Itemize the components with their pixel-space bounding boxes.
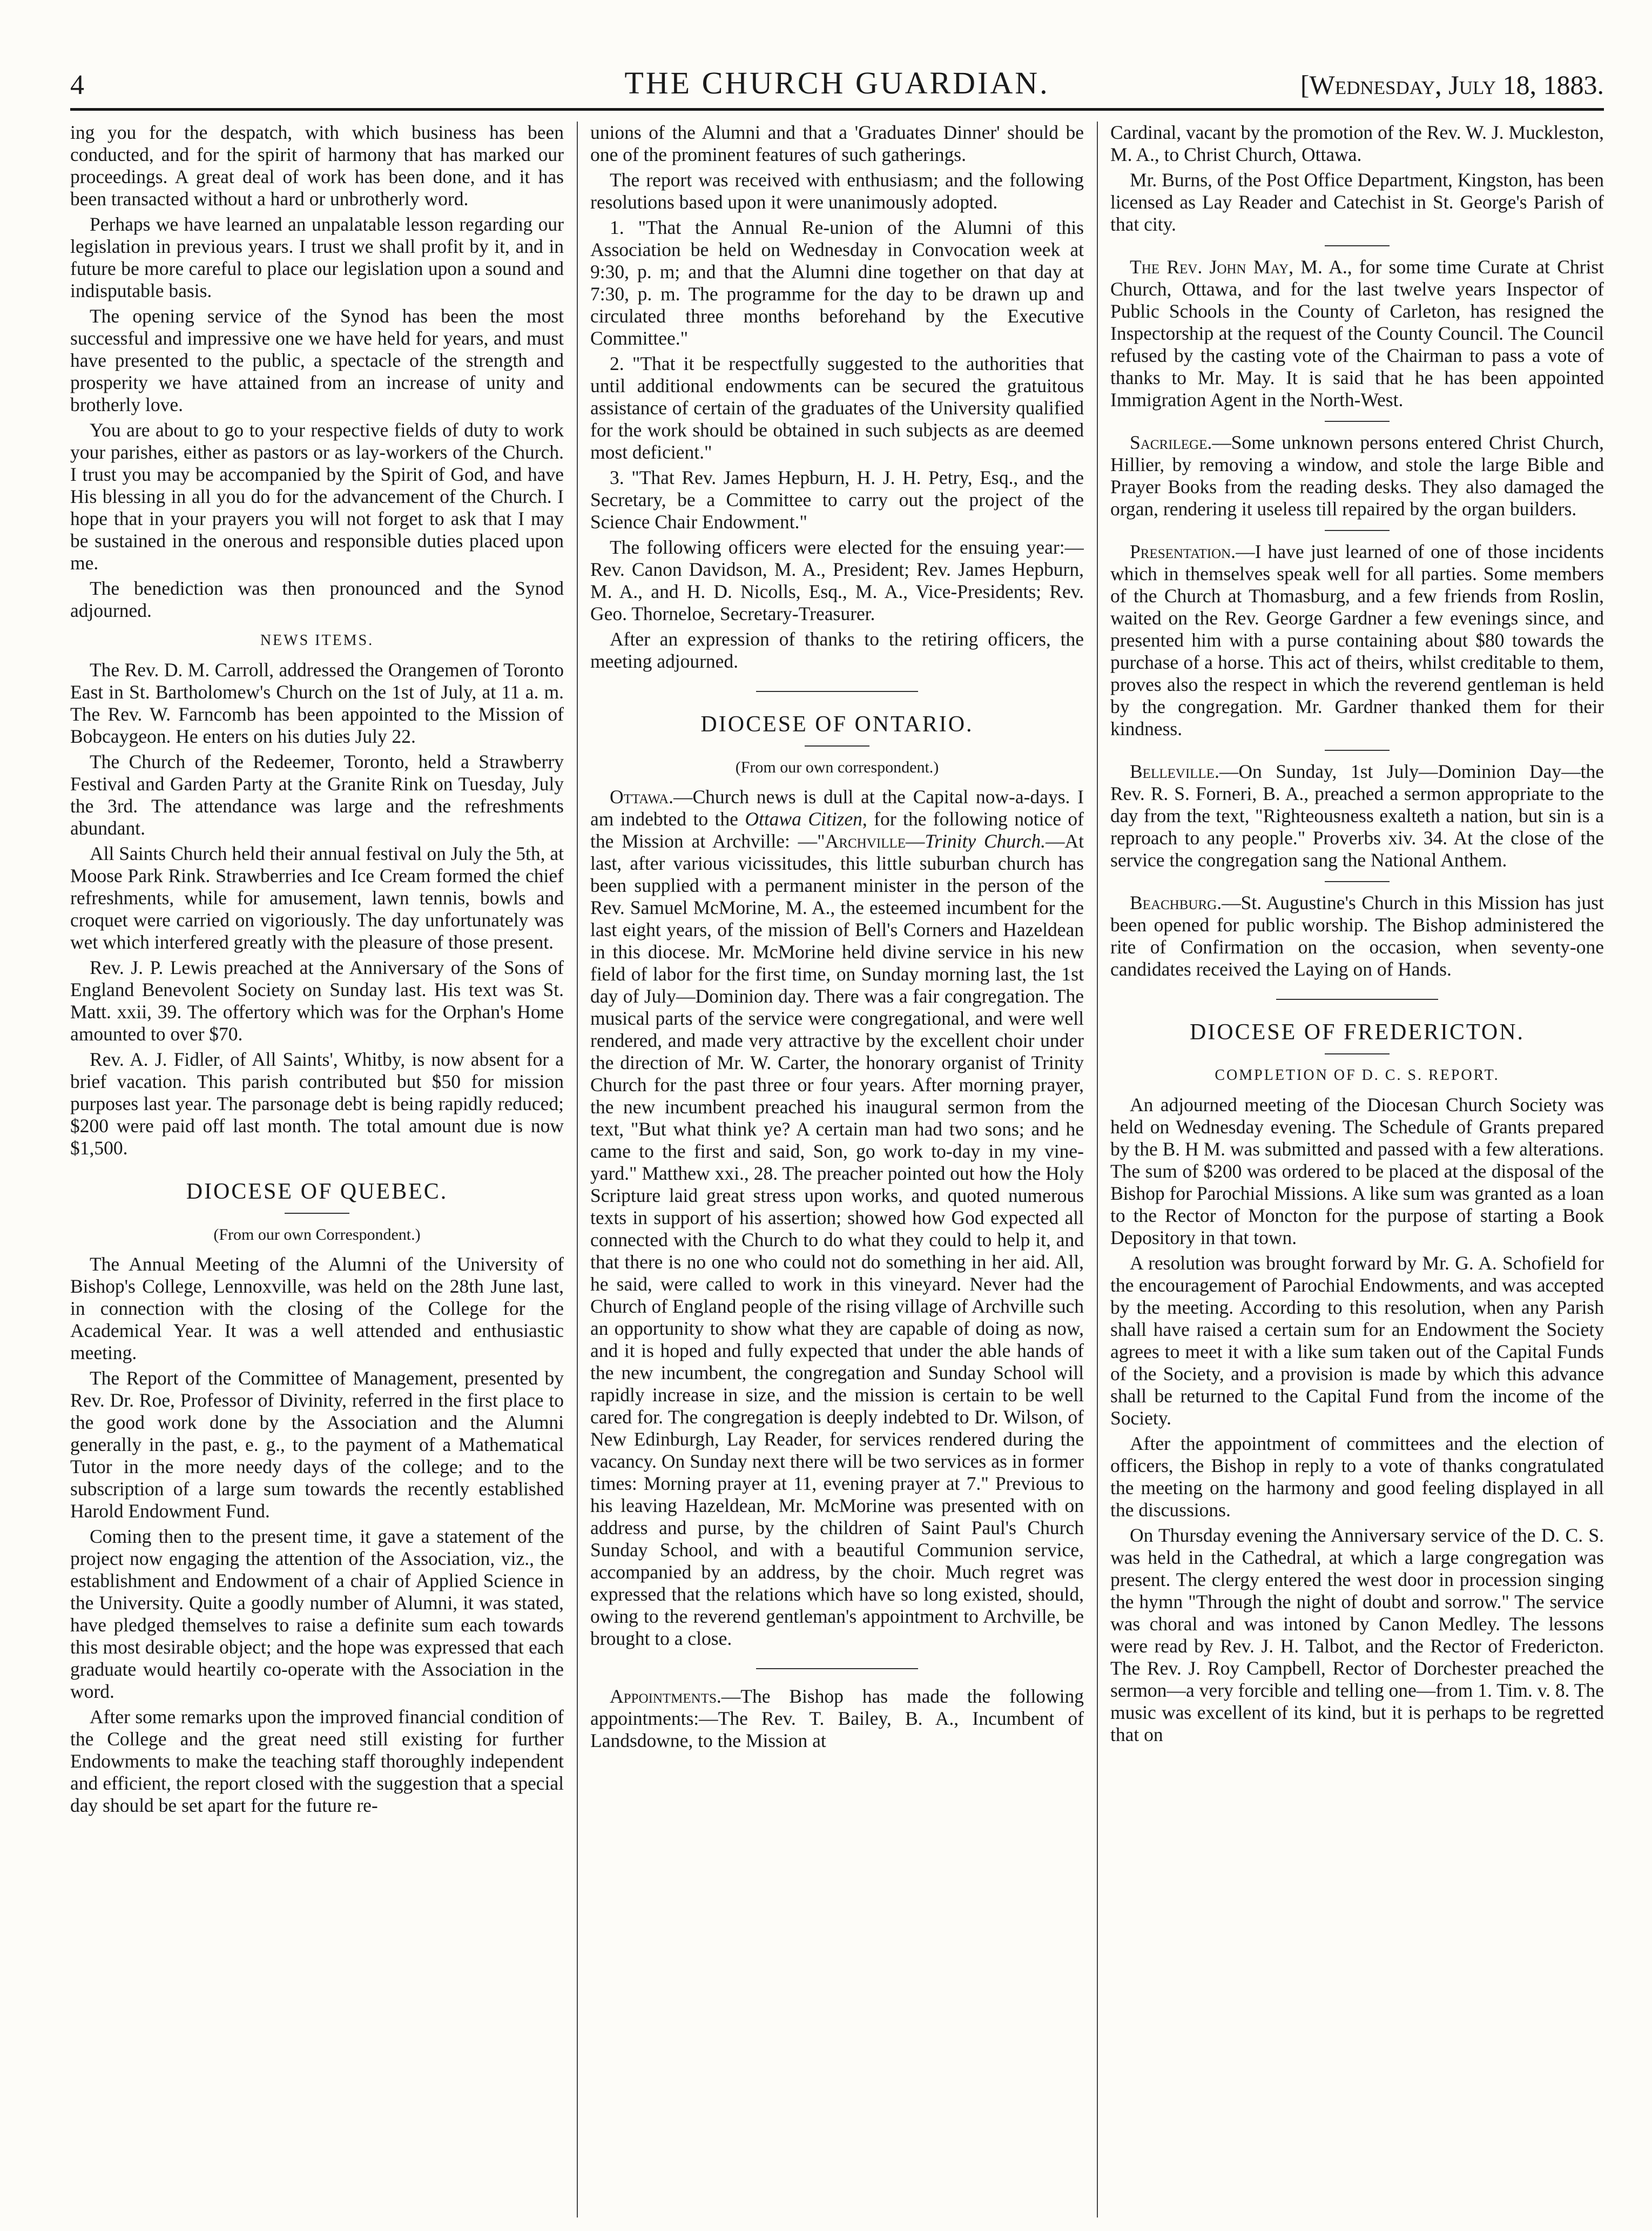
item-lead: Belleville. (1130, 761, 1219, 782)
paragraph (1110, 541, 1604, 740)
column-2 (590, 122, 1084, 2217)
church-name: Trinity Church. (925, 830, 1046, 852)
section-subheading: COMPLETION OF D. C. S. REPORT. (1215, 1067, 1500, 1084)
page-header (70, 65, 1604, 108)
item-lead: Appointments. (610, 1685, 722, 1707)
text-run: — (905, 830, 925, 852)
paragraph: The Church of the Redeemer, Toronto, held a Strawberry Festival and Garden Party at the Granite Rink on Tuesday, July the 3rd. The attendance was large and the refreshments abundant. (70, 751, 564, 839)
column-rule (577, 122, 578, 2217)
paragraph: Cardinal, vacant by the promotion of the Rev. W. J. Muckleston, M. A., to Christ Church, Ottawa. (1110, 122, 1604, 165)
item-rule (1325, 245, 1390, 246)
paragraph (1110, 761, 1604, 871)
item-rule (1325, 881, 1390, 882)
paragraph (1110, 892, 1604, 980)
resolution: 1. "That the Annual Re-union of the Alumni of this Association be held on Wednesday in Convocation week at 9:30, p. m; and that the Alumni dine together on that day at 7:30, p. m. The programme for the day to be drawn up and circulated three months beforehand by the Executive Committee." (590, 217, 1084, 349)
place-name: Archville (825, 830, 906, 852)
paragraph: ing you for the despatch, with which business has been conducted, and for the spirit of harmony that has marked our proceedings. A great deal of work has been done, and it has been transacted without a hard or unbrotherly word. (70, 122, 564, 210)
item-lead: Beachburg. (1130, 892, 1222, 913)
paragraph: The benediction was then pronounced and the Synod adjourned. (70, 577, 564, 621)
item-lead: Presentation. (1130, 541, 1236, 562)
paragraph: All Saints Church held their annual festival on July the 5th, at Moose Park Rink. Strawberries and Ice Cream formed the chief refreshments, while for amusement, lawn tennis, bowls and croquet were carried on vigoriously. The day unfortunately was wet which interfered greatly with the pleasure of those present. (70, 843, 564, 953)
newspaper-title: THE CHURCH GUARDIAN. (624, 65, 1050, 100)
text-run: , for the following notice of the Mission at Archville: —" (590, 808, 1084, 852)
section-heading: DIOCESE OF FREDERICTON. (1189, 1020, 1525, 1045)
text-run: —St. Augustine's Church in this Mission has just been opened for public worship. The Bishop administered the rite of Confirmation on the occasion, when seventy-one candidates received the Laying on of Hands. (1110, 892, 1604, 980)
paragraph: An adjourned meeting of the Diocesan Church Society was held on Wednesday evening. The Schedule of Grants prepared by the B. H M. was submitted and passed with a few alterations. The sum of $200 was ordered to be placed at the disposal of the Bishop for Parochial Missions. A like sum was granted as a loan to the Rector of Moncton for the purpose of starting a Book Depository in that town. (1110, 1094, 1604, 1248)
paragraph (1110, 256, 1604, 411)
column-3 (1110, 122, 1604, 2217)
paragraph: After some remarks upon the improved financial condition of the College and the great need still existing for further Endowments to make the teaching staff thoroughly independent and efficient, the report closed with the suggestion that a special day should be set apart for the future re- (70, 1706, 564, 1816)
paragraph: The report was received with enthusiasm; and the following resolutions based upon it were unanimously adopted. (590, 169, 1084, 213)
paragraph: Rev. J. P. Lewis preached at the Anniversary of the Sons of England Benevolent Society on Sunday last. His text was St. Matt. xxii, 39. The offertory which was for the Orphan's Home amounted to over $70. (70, 957, 564, 1045)
page-number: 4 (70, 70, 84, 100)
item-rule (1325, 530, 1390, 531)
correspondent-note: (From our own correspondent.) (735, 758, 939, 776)
section-rule (1325, 1053, 1390, 1054)
paragraph: On Thursday evening the Anniversary service of the D. C. S. was held in the Cathedral, at which a large congregation was present. The clergy entered the west door in procession singing the hymn "Through the night of doubt and sorrow." The service was choral and was intoned by Canon Medley. The lessons were read by Rev. J. H. Talbot, and the Rector of Fredericton. The Rev. J. Roy Campbell, Rector of Dorchester preached the sermon—a very forcible and telling one—from 1. Tim. v. 8. The music was excellent of its kind, but it is perhaps to be regretted that on (1110, 1524, 1604, 1745)
paragraph: The Rev. D. M. Carroll, addressed the Orangemen of Toronto East in St. Bartholomew's Church on the 1st of July, at 11 a. m. The Rev. W. Farncomb has been appointed to the Mission of Bobcaygeon. He enters on his duties July 22. (70, 659, 564, 747)
issue-date: [Wednesday, July 18, 1883. (1300, 70, 1604, 100)
paragraph: You are about to go to your respective fields of duty to work your parishes, either as pastors or as lay-workers of the Church. I trust you may be accompanied by the Spirit of God, and have His blessing in all you do for the advancement of the Church. I hope that in your prayers you will not forget to ask that I may be sustained in the onerous and responsible duties placed upon me. (70, 419, 564, 574)
correspondent-note: (From our own Correspondent.) (213, 1226, 421, 1244)
section-rule (756, 691, 918, 692)
paragraph: unions of the Alumni and that a 'Graduates Dinner' should be one of the prominent features of such gatherings. (590, 122, 1084, 165)
paragraph: Mr. Burns, of the Post Office Department, Kingston, has been licensed as Lay Reader and Catechist in St. George's Parish of that city. (1110, 169, 1604, 235)
item-lead: The Rev. John May, (1130, 256, 1294, 278)
paragraph: After an expression of thanks to the retiring officers, the meeting adjourned. (590, 628, 1084, 672)
section-rule (805, 745, 869, 747)
section-heading: DIOCESE OF ONTARIO. (700, 712, 974, 737)
item-rule (1325, 750, 1390, 751)
paragraph: Coming then to the present time, it gave a statement of the project now engaging the attention of the Association, viz., the establishment and Endowment of a chair of Applied Science in the University. Quite a goodly number of Alumni, it was stated, have pledged themselves to raise a definite sum each towards this most desirable object; and the hope was expressed that each graduate would heartily co-operate with the Association in the word. (70, 1526, 564, 1702)
paragraph: After the appointment of committees and the election of officers, the Bishop in reply to a vote of thanks congratulated the meeting on the harmony and good feeling displayed in all the discussions. (1110, 1433, 1604, 1521)
newspaper-name: Ottawa Citizen (745, 808, 862, 830)
paragraph (1110, 432, 1604, 520)
paragraph: Perhaps we have learned an unpalatable lesson regarding our legislation in previous years. I trust we shall profit by it, and in future be more careful to place our legislation upon a sound and indisputable basis. (70, 213, 564, 301)
item-lead: Sacrilege. (1130, 432, 1212, 453)
text-run: —On Sunday, 1st July—Dominion Day—the Rev. R. S. Forneri, B. A., preached a sermon appropriate to the day from the text, "Righteousness exalteth a nation, but sin is a reproach to any people." Proverbs xiv. 34. At the close of the service the congregation sang the National Anthem. (1110, 761, 1604, 871)
section-rule (285, 1213, 349, 1214)
section-heading: DIOCESE OF QUEBEC. (186, 1179, 448, 1204)
paragraph: The following officers were elected for the ensuing year:—Rev. Canon Davidson, M. A., President; Rev. James Hepburn, M. A., and H. D. Nicolls, Esq., M. A., Vice-Presidents; Rev. Geo. Thorneloe, Secretary-Treasurer. (590, 536, 1084, 624)
section-rule (1276, 999, 1438, 1000)
text-run: —At last, after various vicissitudes, this little suburban church has been supplied with a permanent minister in the person of the Rev. Samuel McMorine, M. A., the esteemed incumbent for the last eight years, of the mission of Bell's Corners and Hazeldean in this diocese. Mr. McMorine held divine service in his new field of labor for the first time, on Sunday morning last, the 1st day of July—Dominion day. There was a fair congregation. The musical parts of the service were congregational, and were well rendered, and made very attractive by the excellent choir under the direction of Mr. W. Carter, the honorary organist of Trinity Church for the past three or four years. After morning prayer, the new incumbent preached his inaugural sermon from the text, "But what think ye? A certain man had two sons; and he came to the first and said, Son, go work to-day in my vine-yard." Matthew xxi., 28. The preacher pointed out how the Holy Scripture laid great stress upon works, and quoted numerous texts in support of his assertion; showed how God expected all connected with the Church to do what they could to help it, and that there is no one who could not do something in her aid. All, he said, were called to work in this vineyard. Never had the Church of England people of the rising village of Archville such an opportunity to show what they are capable of doing as now, and it is hoped and fully expected that under the able hands of the new incumbent, the congregation and Sunday School will rapidly increase in size, and the mission is certain to be well cared for. The congregation is deeply indebted to Dr. Wilson, of New Edinburgh, Lay Reader, for services rendered during the vacancy. On Sunday next there will be two services as in former times: Morning prayer at 11, evening prayer at 7." Previous to his leaving Hazeldean, Mr. McMorine was presented with on address and purse, by the children of Saint Paul's Church Sunday School, and with a beautiful Communion service, accompanied by an address, by the choir. Much regret was expressed that the relations which have so long existed, should, owing to the reverend gentleman's appointment to Archville, be brought to a close. (590, 830, 1084, 1649)
text-run: —Some unknown persons entered Christ Church, Hillier, by removing a window, and stole the large Bible and Prayer Books from the reading desks. They also damaged the organ, rendering it useless till repaired by the organ builders. (1110, 432, 1604, 520)
item-lead: Ottawa. (610, 786, 673, 808)
column-rule (1097, 122, 1098, 2217)
item-rule (1325, 421, 1390, 422)
header-rule (70, 108, 1604, 111)
text-run: M. A., for some time Curate at Christ Church, Ottawa, and for the last twelve years Inspector of Public Schools in the County of Carleton, has resigned the Inspectorship at the request of the County Council. The Council refused by the casting vote of the Chairman to pass a vote of thanks to Mr. May. It is said that he has been appointed Immigration Agent in the North-West. (1110, 256, 1604, 411)
paragraph: The opening service of the Synod has been the most successful and impressive one we have held for years, and must have presented to the public, a spectacle of the strength and prosperity we have attained from an increase of unity and brotherly love. (70, 305, 564, 415)
text-run: —Church news is dull at the Capital now-a-days. I am indebted to the (590, 786, 1084, 830)
paragraph (590, 1685, 1084, 1752)
section-rule (756, 1668, 918, 1669)
paragraph (590, 786, 1084, 1650)
paragraph: Rev. A. J. Fidler, of All Saints', Whitby, is now absent for a brief vacation. This parish contributed but $50 for mission purposes last year. The parsonage debt is being rapidly reduced; $200 were paid off last month. The total amount due is now $1,500. (70, 1049, 564, 1159)
resolution: 3. "That Rev. James Hepburn, H. J. H. Petry, Esq., and the Secretary, be a Committee to carry out the project of the Science Chair Endowment." (590, 467, 1084, 533)
text-run: —I have just learned of one of those incidents which in themselves speak well for all parties. Some members of the Church at Thomasburg, and a few friends from Roslin, waited on the Rev. George Gardner a few evenings since, and presented him with a purse containing about $80 towards the purchase of a horse. This act of theirs, whilst creditable to them, proves also the respect in which the reverend gentleman is held by the congregation. Mr. Gardner thanked them for their kindness. (1110, 541, 1604, 740)
column-1 (70, 122, 564, 2217)
paragraph: The Report of the Committee of Management, presented by Rev. Dr. Roe, Professor of Divinity, referred in the first place to the good work done by the Association and the Alumni generally in the past, e. g., to the payment of a Mathematical Tutor in the more needy days of the college; and to the subscription of a large sum towards the recently established Harold Endowment Fund. (70, 1367, 564, 1522)
paragraph: The Annual Meeting of the Alumni of the University of Bishop's College, Lennoxville, was held on the 28th June last, in connection with the closing of the College for the Academical Year. It was a well attended and enthusiastic meeting. (70, 1253, 564, 1363)
text-run: —The Bishop has made the following appointments:—The Rev. T. Bailey, B. A., Incumbent of Landsdowne, to the Mission at (590, 1685, 1084, 1751)
resolution: 2. "That it be respectfully suggested to the authorities that until additional endowments can be secured the gratuitous assistance of certain of the graduates of the University qualified for the work should be obtained in such subjects as are deemed most deficient." (590, 353, 1084, 463)
paragraph: A resolution was brought forward by Mr. G. A. Schofield for the encouragement of Parochial Endowments, and was accepted by the meeting. According to this resolution, when any Parish shall have raised a certain sum for an Endowment the Society agrees to meet it with a like sum taken out of the Capital Funds of the Society, and a provision is made by which this advance shall be returned to the Capital Fund from the income of the Society. (1110, 1252, 1604, 1429)
section-subheading: NEWS ITEMS. (260, 632, 374, 649)
